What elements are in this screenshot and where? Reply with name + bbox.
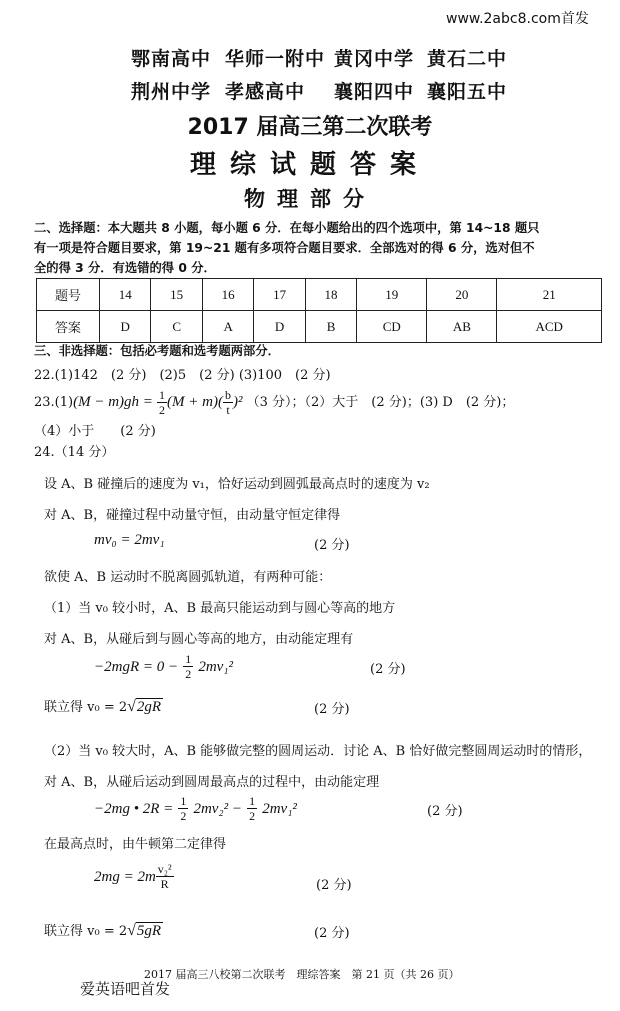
numerator: b — [224, 388, 231, 402]
part2-instructions-line: 二、选择题：本大题共 8 小题，每小题 6 分．在每小题给出的四个选项中，第 14~18 题只 — [34, 221, 540, 235]
footer-watermark: 爱英语吧首发 — [80, 980, 171, 998]
answer-cell: B — [305, 311, 356, 343]
top-watermark: www.2abc8.com首发 — [446, 11, 589, 27]
part3-heading: 三、非选择题：包括必考题和选考题两部分． — [34, 344, 280, 358]
equation-rhs: 2mv₁² — [198, 659, 234, 675]
q22-answer: 22.(1)142 (2 分) (2)5 (2 分) (3)100 (2 分) — [34, 368, 331, 383]
answer-cell: ACD — [497, 311, 602, 343]
numerator: 1 — [249, 794, 256, 808]
numerator: 1 — [180, 794, 187, 808]
school-name: 襄阳四中 — [334, 81, 415, 103]
equation-lhs: −2mgR = 0 − — [94, 659, 179, 675]
answer-cell: CD — [357, 311, 427, 343]
q24-text: 在最高点时，由牛顿第二定律得 — [44, 837, 227, 852]
school-name: 黄冈中学 — [334, 48, 415, 70]
q24-text: （1）当 v₀ 较小时，A、B 最高只能运动到与圆心等高的地方 — [44, 601, 396, 616]
q24-text: （2）当 v₀ 较大时，A、B 能够做完整的圆周运动．讨论 A、B 恰好做完整圆周运动时的情形， — [44, 744, 592, 759]
row-label: 答案 — [37, 311, 100, 343]
question-number: 19 — [357, 279, 427, 311]
sqrt-sign: √ — [127, 922, 136, 939]
section-title: 物理部分 — [244, 187, 376, 211]
question-number: 20 — [427, 279, 497, 311]
fraction — [223, 388, 233, 417]
fraction — [247, 794, 257, 823]
numerator: v₂² — [157, 862, 172, 876]
result-prefix: 联立得 v₀ = 2 — [44, 924, 128, 939]
answer-cell: AB — [427, 311, 497, 343]
equation-rhs: 2mv₁² — [262, 801, 297, 817]
equation-newton — [94, 862, 174, 891]
denominator: 2 — [249, 809, 256, 823]
question-number: 17 — [254, 279, 305, 311]
school-name: 鄂南高中 — [131, 48, 212, 70]
school-name: 黄石二中 — [427, 48, 508, 70]
table-row — [37, 311, 602, 343]
equation-momentum: mv₀ = 2mv₁ — [94, 532, 165, 548]
denominator: 2 — [159, 403, 166, 417]
q23-answer — [34, 388, 514, 417]
numerator: 1 — [185, 652, 192, 666]
denominator: R — [160, 877, 169, 891]
score-note: (2 分) — [427, 804, 463, 819]
row-label: 题号 — [37, 279, 100, 311]
equation-energy-2 — [94, 794, 297, 823]
score-note: (2 分) — [314, 702, 350, 717]
school-name: 荆州中学 — [131, 81, 212, 103]
q23-rest: （3 分）；（2）大于 (2 分)；(3) D (2 分)； — [246, 395, 515, 410]
fraction — [156, 862, 174, 891]
equation-lhs: 2mg = 2m — [94, 869, 156, 885]
paper-title: 理综试题答案 — [189, 150, 430, 180]
question-number: 16 — [202, 279, 253, 311]
q23-prefix: 23.(1) — [34, 395, 74, 410]
fraction — [157, 388, 167, 417]
question-number: 15 — [151, 279, 202, 311]
denominator: t — [226, 403, 230, 417]
school-name: 襄阳五中 — [427, 81, 508, 103]
result-v0-2 — [44, 920, 163, 940]
answer-cell: A — [202, 311, 253, 343]
q24-text: 欲使 A、B 运动时不脱离圆弧轨道，有两种可能： — [44, 570, 332, 585]
denominator: 2 — [180, 809, 187, 823]
question-number: 14 — [100, 279, 151, 311]
sqrt-content: 5gR — [136, 923, 162, 939]
answer-cell: D — [100, 311, 151, 343]
equation-mid: 2mv₂² − — [193, 801, 243, 817]
q23-formula-lhs: (M − m)gh = — [73, 394, 153, 410]
table-row — [37, 279, 602, 311]
q23-line2: （4）小于 (2 分) — [34, 424, 156, 439]
equation-lhs: −2mg • 2R = — [94, 801, 174, 817]
school-name: 孝感高中 — [225, 81, 306, 103]
part2-instructions-line: 有一项是符合题目要求，第 19~21 题有多项符合题目要求．全部选对的得 6 分，选对但不 — [34, 241, 535, 255]
q24-heading: 24.（14 分） — [34, 445, 115, 460]
question-number: 18 — [305, 279, 356, 311]
score-note: (2 分) — [316, 878, 352, 893]
denominator: 2 — [185, 667, 192, 681]
sqrt-content: 2gR — [136, 699, 162, 715]
page-footer: 2017 届高三八校第二次联考 理综答案 第 21 页（共 26 页） — [144, 968, 460, 981]
score-note: (2 分) — [370, 662, 406, 677]
fraction — [178, 794, 188, 823]
sqrt-sign: √ — [127, 698, 136, 715]
q24-text: 设 A、B 碰撞后的速度为 v₁，恰好运动到圆弧最高点时的速度为 v₂ — [44, 477, 430, 492]
q24-text: 对 A、B，从碰后运动到圆周最高点的过程中，由动能定理 — [44, 775, 380, 790]
q24-text: 对 A、B，从碰后到与圆心等高的地方，由动能定理有 — [44, 632, 354, 647]
q24-text: 对 A、B，碰撞过程中动量守恒，由动量守恒定律得 — [44, 508, 341, 523]
numerator: 1 — [159, 388, 166, 402]
q23-formula-tail: )² — [232, 394, 243, 410]
fraction — [183, 652, 193, 681]
answer-table — [36, 278, 602, 343]
score-note: (2 分) — [314, 926, 350, 941]
answer-cell: C — [151, 311, 202, 343]
result-v0-1 — [44, 696, 163, 716]
exam-title: 2017 届高三第二次联考 — [187, 115, 433, 140]
q23-formula-mid: (M + m)( — [167, 394, 223, 410]
score-note: (2 分) — [314, 538, 350, 553]
school-name: 华师一附中 — [225, 48, 326, 70]
part2-instructions-line: 全的得 3 分．有选错的得 0 分． — [34, 261, 216, 275]
answer-cell: D — [254, 311, 305, 343]
result-prefix: 联立得 v₀ = 2 — [44, 700, 128, 715]
equation-energy-1 — [94, 652, 233, 681]
question-number: 21 — [497, 279, 602, 311]
